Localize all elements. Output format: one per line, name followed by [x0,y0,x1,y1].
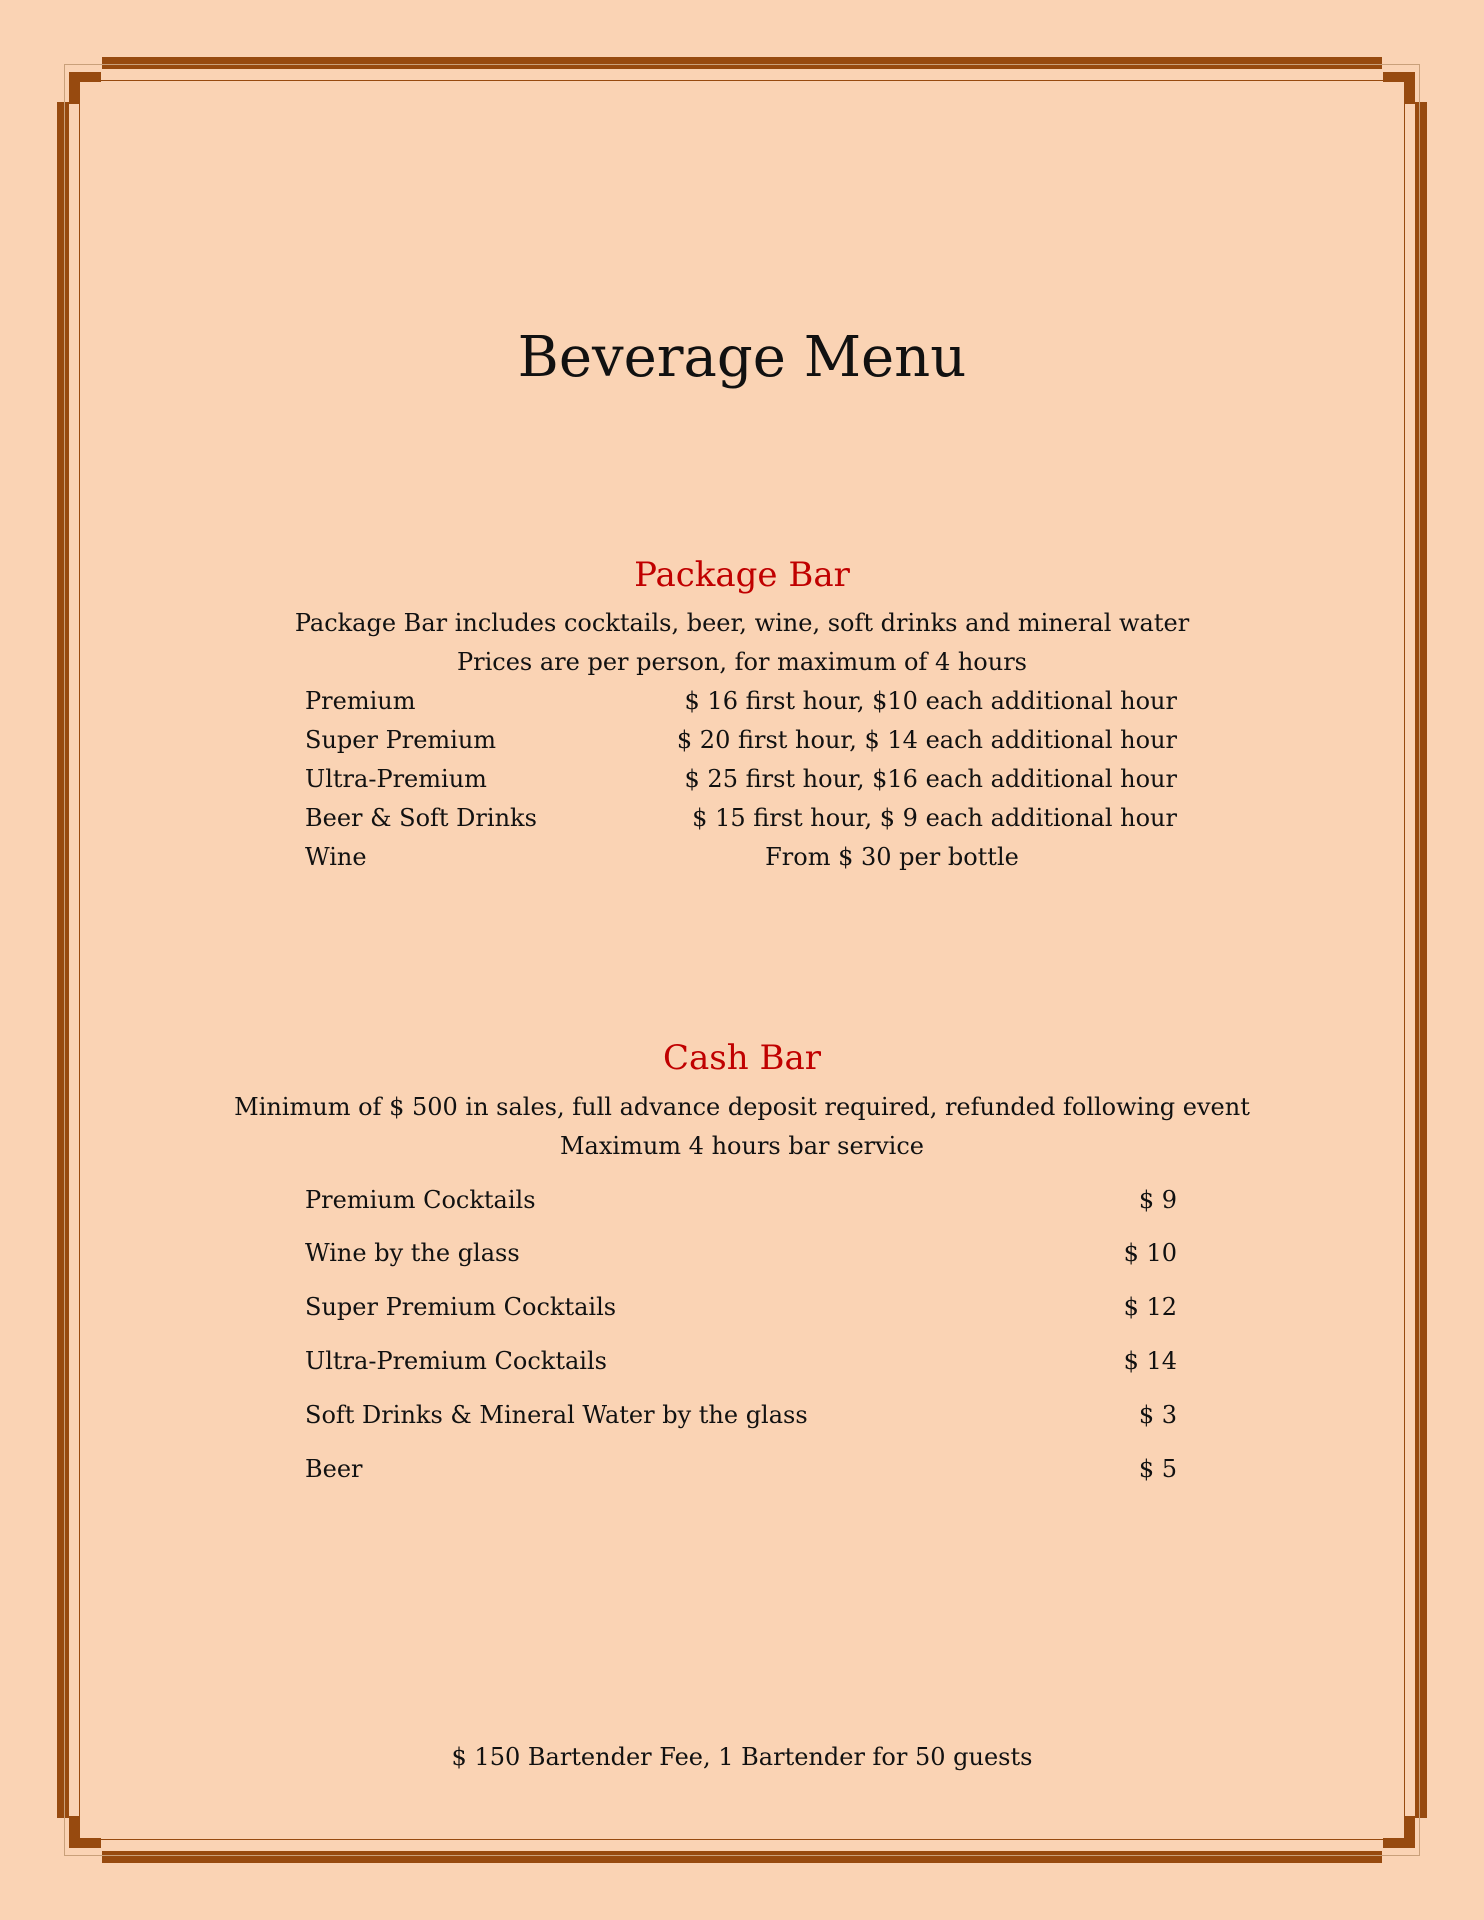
item-price: $ 25 first hour, $16 each additional hour [684,765,1177,793]
cash-row-super-premium-cocktails [305,1288,1177,1326]
item-name: Super Premium Cocktails [305,1293,617,1321]
package-row-beer-soft-drinks [305,799,1177,837]
cash-bar-heading: Cash Bar [663,1038,821,1078]
item-price: $ 12 [1123,1293,1177,1321]
cash-row-premium-cocktails [305,1181,1177,1219]
item-price: $ 5 [1138,1455,1177,1483]
bartender-fee-note: $ 150 Bartender Fee, 1 Bartender for 50 guests [451,1743,1033,1771]
package-bar-intro: Package Bar includes cocktails, beer, wine, soft drinks and mineral water [294,609,1190,637]
item-price: $ 10 [1123,1239,1177,1267]
item-name: Beer & Soft Drinks [305,804,537,832]
item-name: Super Premium [305,726,497,754]
package-bar-heading: Package Bar [634,555,850,595]
item-name: Soft Drinks & Mineral Water by the glass [305,1401,808,1429]
item-name: Wine by the glass [305,1239,520,1267]
item-name: Beer [305,1455,363,1483]
item-name: Wine [305,843,367,871]
item-price: $ 20 first hour, $ 14 each additional hour [676,726,1177,754]
cash-row-beer [305,1450,1177,1488]
package-row-ultra-premium [305,760,1177,798]
cash-row-wine-by-glass [305,1234,1177,1272]
item-name: Ultra-Premium [305,765,487,793]
item-name: Ultra-Premium Cocktails [305,1347,607,1375]
cash-row-soft-drinks [305,1396,1177,1434]
item-price: From $ 30 per bottle [765,843,1019,871]
package-row-super-premium [305,721,1177,759]
item-price: $ 3 [1138,1401,1177,1429]
package-bar-note: Prices are per person, for maximum of 4 hours [456,648,1027,676]
item-price: $ 15 first hour, $ 9 each additional hour [692,804,1177,832]
item-price: $ 16 first hour, $10 each additional hour [684,687,1177,715]
item-price: $ 14 [1123,1347,1177,1375]
package-row-wine [305,838,1177,876]
cash-row-ultra-premium-cocktails [305,1342,1177,1380]
page-title: Beverage Menu [517,325,967,390]
item-name: Premium Cocktails [305,1186,536,1214]
cash-bar-intro: Minimum of $ 500 in sales, full advance deposit required, refunded following event [234,1093,1250,1121]
item-name: Premium [305,687,416,715]
package-row-premium [305,682,1177,720]
cash-bar-note: Maximum 4 hours bar service [559,1132,925,1160]
item-price: $ 9 [1138,1186,1177,1214]
